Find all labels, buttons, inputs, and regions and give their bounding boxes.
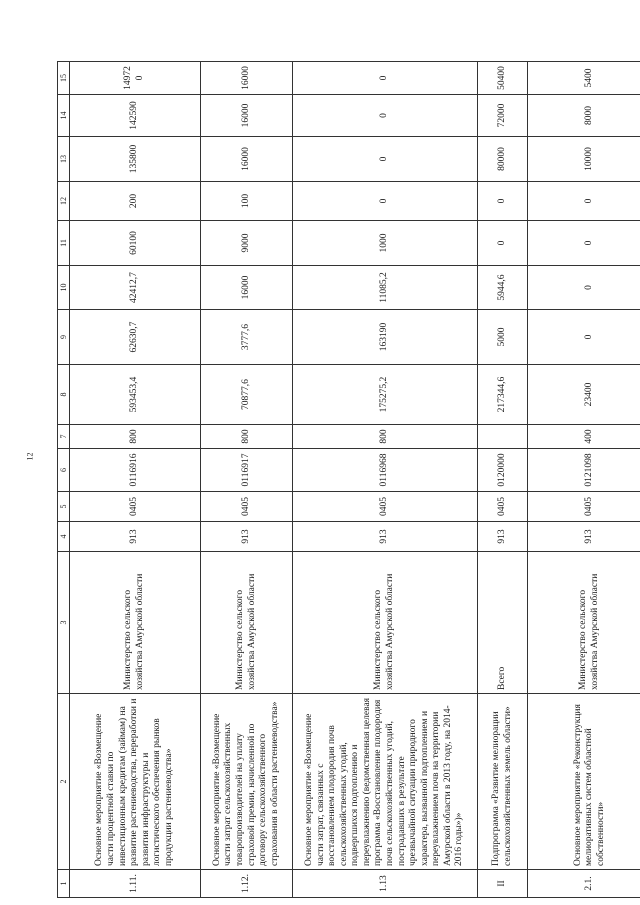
cell-year-value: 0 [293,95,478,137]
cell-year-value: 8000 [528,95,640,137]
table-row [201,62,293,898]
cell-year-value: 0 [528,182,640,221]
column-number-row [58,62,70,898]
cell-year-value: 0 [293,182,478,221]
cell-year-value: 0 [293,62,478,95]
cell-year-value: 60100 [70,221,201,266]
header-cell: 3 [58,552,70,694]
table-rotator [57,62,640,898]
header-cell: 1 [58,870,70,898]
cell-section: 0405 [528,492,640,522]
cell-year-value: 10000 [528,137,640,182]
measure-description: Подпрограмма «Развитие мелиорации сельскохозяйственных земель области» [478,694,528,870]
header-cell: 6 [58,449,70,492]
header-cell: 8 [58,365,70,425]
cell-year-value: 135800 [70,137,201,182]
cell-grbs: 913 [293,522,478,552]
budget-table [57,61,640,898]
cell-section: 0405 [70,492,201,522]
executor: Министерство сельского хозяйства Амурской области [528,552,640,694]
rotated-table-container [57,62,640,898]
cell-year-value: 50400 [478,62,528,95]
row-number: 1.12. [201,870,293,898]
page-number: 12 [25,452,35,461]
cell-section: 0405 [478,492,528,522]
executor: Всего [478,552,528,694]
cell-grbs: 913 [70,522,201,552]
header-cell: 12 [58,182,70,221]
cell-year-value: 72000 [478,95,528,137]
cell-year-value: 0 [293,137,478,182]
cell-year-value: 0 [478,182,528,221]
cell-total: 217344,6 [478,365,528,425]
row-number: 1.13 [293,870,478,898]
cell-year-value: 5400 [528,62,640,95]
cell-expense-type: 800 [293,425,478,449]
cell-grbs: 913 [478,522,528,552]
measure-description: Основное мероприятие «Возмещение части затрат сельскохозяйственных товаропроизводителей на уплату страховой премии, начисленной по договору сельскохозяйственного страхования в области растениеводства» [201,694,293,870]
cell-target-item: 0116968 [293,449,478,492]
header-cell: 10 [58,266,70,310]
cell-expense-type: 400 [528,425,640,449]
header-cell: 5 [58,492,70,522]
cell-year-value: 80000 [478,137,528,182]
cell-year-value: 5944,6 [478,266,528,310]
cell-expense-type: 800 [201,425,293,449]
cell-year-value: 16000 [201,95,293,137]
cell-year-value: 16000 [201,266,293,310]
cell-year-value: 42412,7 [70,266,201,310]
cell-expense-type [478,425,528,449]
measure-description: Основное мероприятие «Реконструкция мелиоративных систем областной собственности» [528,694,640,870]
cell-year-value: 0 [528,221,640,266]
cell-grbs: 913 [201,522,293,552]
header-cell: 2 [58,694,70,870]
cell-section: 0405 [201,492,293,522]
table-row [293,62,478,898]
cell-section: 0405 [293,492,478,522]
header-cell: 4 [58,522,70,552]
cell-year-value: 16000 [201,137,293,182]
cell-year-value: 11085,2 [293,266,478,310]
cell-year-value: 142590 [70,95,201,137]
cell-total: 23400 [528,365,640,425]
cell-target-item: 0121098 [528,449,640,492]
executor: Министерство сельского хозяйства Амурской области [201,552,293,694]
row-number: 1.11. [70,870,201,898]
header-cell: 14 [58,95,70,137]
cell-year-value: 5000 [478,310,528,365]
header-cell: 11 [58,221,70,266]
cell-year-value: 1000 [293,221,478,266]
header-cell: 7 [58,425,70,449]
header-cell: 15 [58,62,70,95]
cell-expense-type: 800 [70,425,201,449]
cell-total: 175275,2 [293,365,478,425]
cell-year-value: 3777,6 [201,310,293,365]
cell-year-value: 0 [528,310,640,365]
cell-year-value: 0 [528,266,640,310]
header-cell: 13 [58,137,70,182]
table-row [478,62,528,898]
executor: Министерство сельского хозяйства Амурской области [70,552,201,694]
cell-target-item: 0116917 [201,449,293,492]
cell-grbs: 913 [528,522,640,552]
cell-year-value: 0 [478,221,528,266]
cell-year-value: 149720 [70,62,201,95]
cell-year-value: 16000 [201,62,293,95]
cell-target-item: 0120000 [478,449,528,492]
cell-year-value: 100 [201,182,293,221]
table-row [528,62,640,898]
cell-total: 593453,4 [70,365,201,425]
table-row [70,62,201,898]
row-number: 2.1. [528,870,640,898]
header-cell: 9 [58,310,70,365]
executor: Министерство сельского хозяйства Амурской области [293,552,478,694]
cell-year-value: 200 [70,182,201,221]
cell-year-value: 62630,7 [70,310,201,365]
measure-description: Основное мероприятие «Возмещение части затрат, связанных с восстановлением плодородия почв сельскохозяйственных угодий, подвергшихся подтоплению и переувлажнению (ведомственная целевая программа «Восстановление плодородия почв сельскохозяйственных угодий, пострадавших в результате чрезвычайной ситуации природного характера, вызванной подтоплением и переувлажнением почв на территории Амурской области в 2013 году, на 2014-2016 годы»)» [293,694,478,870]
cell-year-value: 9000 [201,221,293,266]
cell-total: 70877,6 [201,365,293,425]
measure-description: Основное мероприятие «Возмещение части процентной ставки по инвестиционным кредитам (займам) на развитие растениеводства, переработки и развития инфраструктуры и логистического обеспечения рынков продукции растениеводства» [70,694,201,870]
cell-year-value: 163190 [293,310,478,365]
row-number: II [478,870,528,898]
cell-target-item: 0116916 [70,449,201,492]
